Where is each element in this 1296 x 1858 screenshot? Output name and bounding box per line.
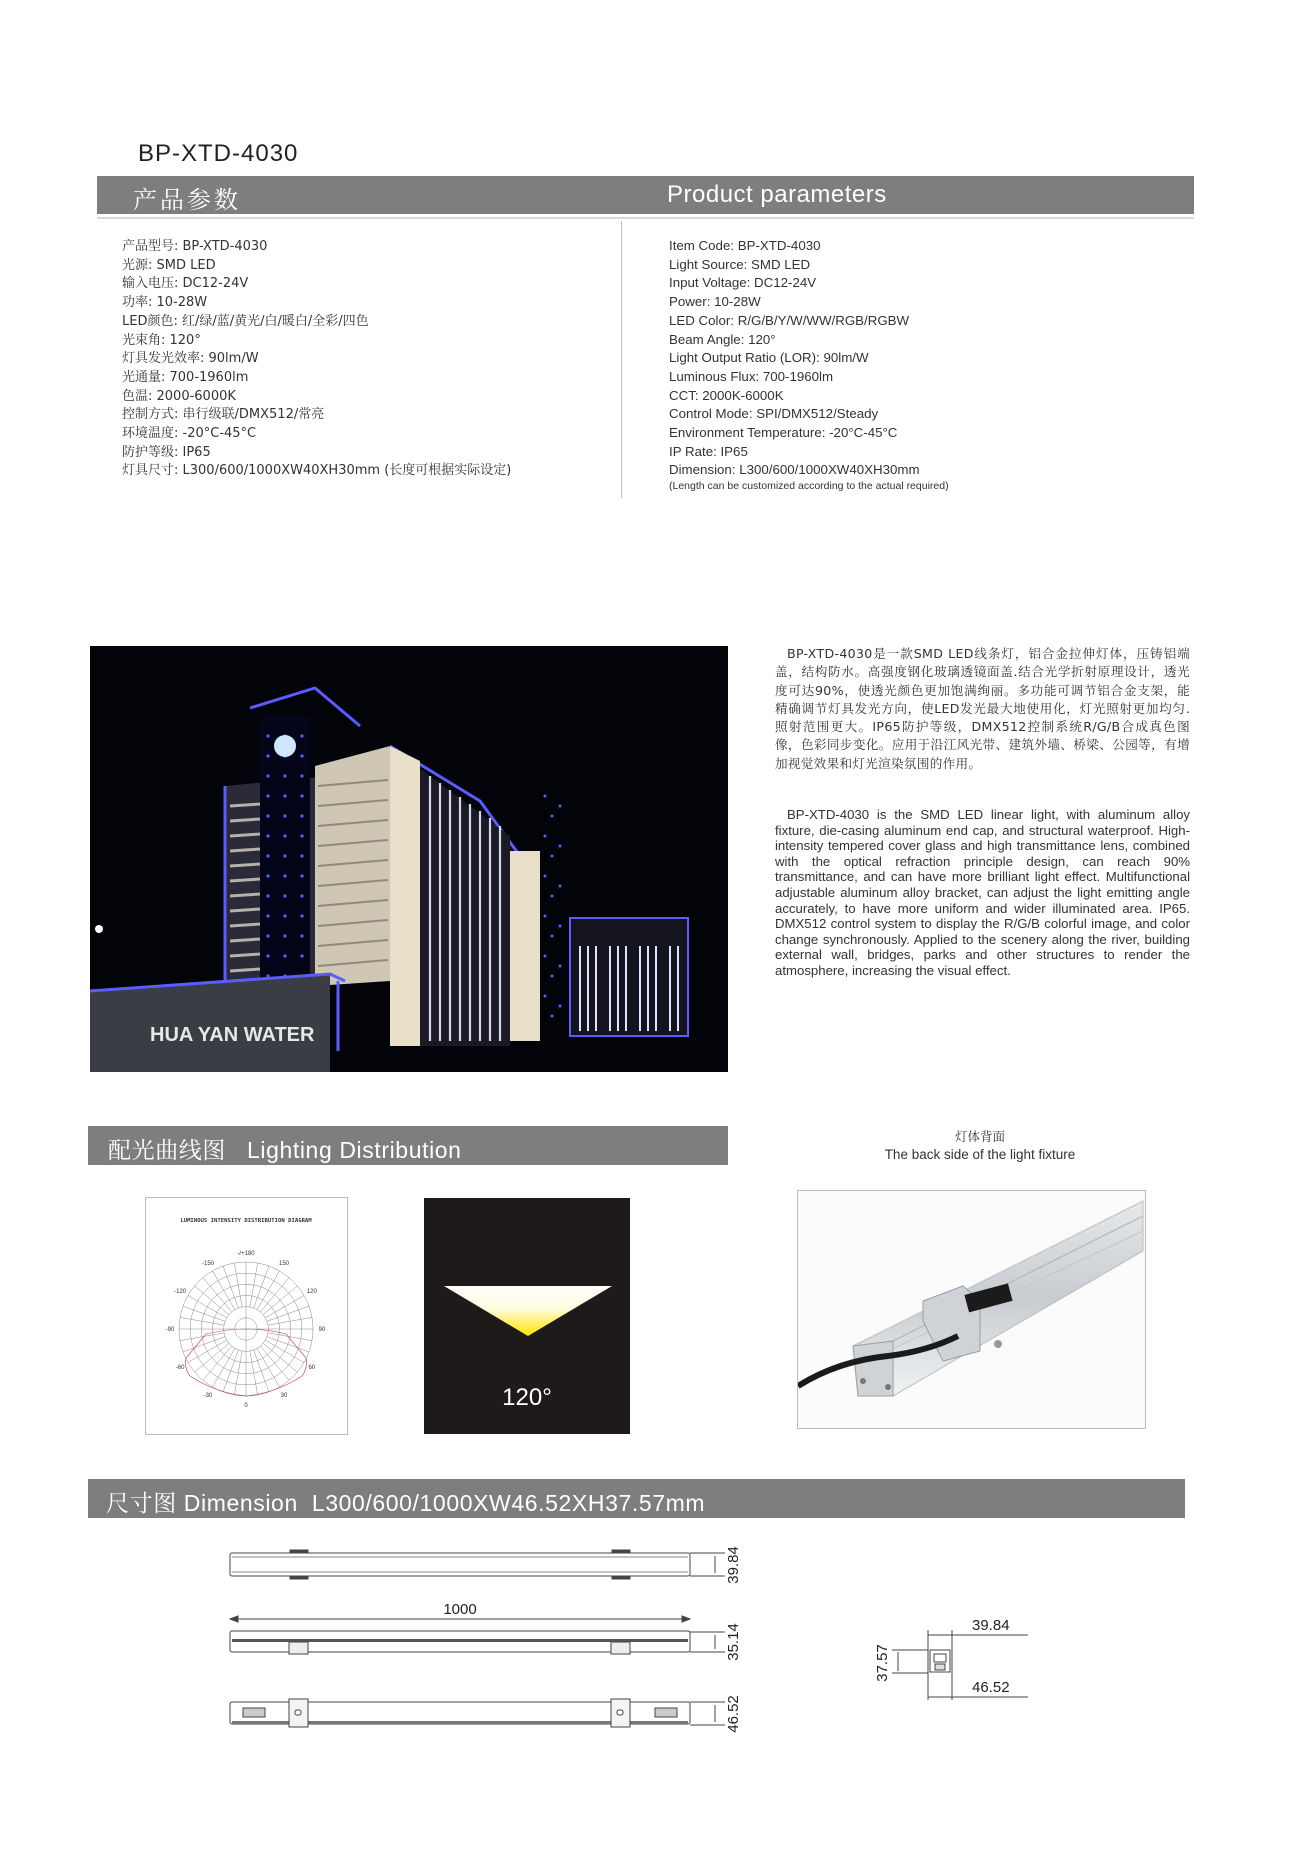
- spec-en-item: Light Source: SMD LED: [669, 256, 811, 272]
- spec-en-item: Control Mode: SPI/DMX512/Steady: [669, 406, 879, 422]
- section-height-label: 37.57: [874, 1644, 891, 1682]
- lighting-distribution-band: [88, 1126, 728, 1165]
- beam-svg: [424, 1198, 630, 1434]
- spec-cn-item: 防护等级: IP65: [122, 444, 211, 460]
- spec-cn-item: 环境温度: -20°C-45°C: [122, 426, 257, 442]
- spec-en-item: Light Output Ratio (LOR): 90lm/W: [669, 350, 869, 366]
- spec-en-item: Input Voltage: DC12-24V: [669, 275, 817, 291]
- polar-angle-label: -90: [165, 1327, 175, 1333]
- back-side-caption: [860, 1128, 1100, 1164]
- parameters-title-cn: 产品参数: [133, 186, 241, 214]
- parameters-title-en: Product parameters: [667, 181, 887, 208]
- section-top-width-label: 39.84: [972, 1617, 1010, 1634]
- fixture-back-photo: [797, 1190, 1146, 1429]
- spec-cn-item: 光通量: 700-1960lm: [122, 369, 249, 385]
- back-side-caption-en: The back side of the light fixture: [884, 1147, 1076, 1162]
- bottom-view-height-label: 46.52: [725, 1695, 742, 1733]
- dimension-label: 尺寸图 Dimension L300/600/1000XW46.52XH37.57mm: [106, 1490, 706, 1516]
- polar-angle-label: 120: [306, 1289, 317, 1295]
- lighting-distribution-label: 配光曲线图 Lighting Distribution: [108, 1137, 462, 1163]
- section-bottom-width-label: 46.52: [972, 1679, 1010, 1696]
- spec-cn-item: 灯具发光效率: 90lm/W: [122, 351, 259, 367]
- spec-cn-item: 产品型号: BP-XTD-4030: [122, 239, 268, 254]
- side-view-height-label: 35.14: [725, 1623, 742, 1661]
- dimension-svg: [220, 1530, 1040, 1740]
- beam-angle-graphic: [424, 1198, 630, 1434]
- header-divider: [97, 217, 1194, 219]
- spec-cn-item: 光源: SMD LED: [122, 257, 216, 273]
- beam-angle-label: 120°: [502, 1384, 552, 1411]
- top-view-bar: [230, 1553, 690, 1576]
- spec-cn-item: LED颜色: 红/绿/蓝/黄光/白/暖白/全彩/四色: [122, 313, 369, 329]
- spec-cn-item: 功率: 10-28W: [122, 295, 208, 311]
- spec-en-item: Environment Temperature: -20°C-45°C: [669, 425, 898, 441]
- back-side-caption-cn: 灯体背面: [954, 1129, 1005, 1144]
- polar-angle-label: -60: [175, 1365, 185, 1371]
- column-divider: [621, 221, 622, 498]
- length-label: 1000: [443, 1601, 477, 1618]
- polar-angle-label: -30: [203, 1392, 213, 1399]
- specs-cn-list: [122, 238, 511, 481]
- spec-en-item: Power: 10-28W: [669, 294, 761, 310]
- spec-en-item: LED Color: R/G/B/Y/W/WW/RGB/RGBW: [669, 312, 910, 328]
- polar-angle-label: -/+180: [237, 1251, 255, 1257]
- polar-angle-label: 60: [308, 1365, 316, 1371]
- parameters-header-band: [97, 176, 1194, 214]
- building-sign: HUA YAN WATER: [150, 1024, 315, 1046]
- spec-en-note: (Length can be customized according to the actual required): [669, 480, 949, 493]
- model-title: BP-XTD-4030: [138, 140, 299, 167]
- building-illustration: [90, 646, 728, 1072]
- dimension-drawings: [220, 1530, 1040, 1745]
- top-view-height-label: 39.84: [725, 1546, 742, 1584]
- spec-cn-item: 光束角: 120°: [122, 332, 201, 348]
- spec-cn-item: 输入电压: DC12-24V: [122, 276, 249, 292]
- light-beam-shape: [444, 1286, 612, 1336]
- spec-en-item: Dimension: L300/600/1000XW40XH30mm: [669, 462, 920, 478]
- polar-angle-label: -120: [174, 1289, 187, 1295]
- spec-en-item: IP Rate: IP65: [669, 443, 748, 459]
- description-en: BP-XTD-4030 is the SMD LED linear light, with aluminum alloy fixture, die-casing aluminum end cap, and structural waterproof. High-intensity tempered cover glass and high transmittance lens, combined with the optical refraction principle design, can reach 90% transmittance, and can have more brilliant light effect. Multifunctional adjustable aluminum alloy bracket, can adjust the light emitting angle accurately, to have more uniform and wider illuminated area. IP65. DMX512 control system to display the R/G/B colorful image, and color change synchronously. Applied to the scenery along the river, building external wall, bridges, parks and other structures to render the atmosphere, increasing the visual effect.: [775, 807, 1190, 978]
- polar-angle-label: 90: [318, 1327, 326, 1333]
- polar-angle-label: 30: [280, 1392, 288, 1399]
- polar-chart: [146, 1198, 347, 1434]
- polar-diagram: [145, 1197, 348, 1435]
- polar-title: LUMINOUS INTENSITY DISTRIBUTION DIAGRAM: [180, 1218, 312, 1224]
- polar-angle-label: 0: [244, 1403, 248, 1409]
- fixture-illustration: [798, 1191, 1145, 1428]
- description-cn: BP-XTD-4030是一款SMD LED线条灯，铝合金拉伸灯体，压铸铝端盖，结构防水。高强度钢化玻璃透镜面盖.结合光学折射原理设计，透光度可达90%，使透光颜色更加饱满绚丽。多功能可调节铝合金支架，能精确调节灯具发光方向，使LED发光最大地使用化，灯光照射更加均匀.照射范围更大。IP65防护等级，DMX512控制系统R/G/B合成真色图像，色彩同步变化。应用于沿江风光带、建筑外墙、桥梁、公园等，有增加视觉效果和灯光渲染氛围的作用。: [775, 646, 1190, 771]
- spec-cn-item: 控制方式: 串行级联/DMX512/常亮: [122, 407, 325, 423]
- polar-angle-label: -150: [201, 1261, 215, 1268]
- spec-en-item: CCT: 2000K-6000K: [669, 387, 784, 403]
- dimension-band: [88, 1479, 1185, 1518]
- spec-en-item: Beam Angle: 120°: [669, 331, 776, 347]
- spec-en-item: Luminous Flux: 700-1960lm: [669, 368, 834, 384]
- spec-cn-item: 色温: 2000-6000K: [122, 388, 236, 404]
- building-night-photo: [90, 646, 728, 1072]
- polar-angle-label: 150: [278, 1261, 290, 1268]
- specs-en-list: [669, 237, 949, 493]
- spec-en-item: Item Code: BP-XTD-4030: [669, 238, 821, 253]
- spec-cn-item: 灯具尺寸: L300/600/1000XW40XH30mm (长度可根据实际设定): [122, 463, 512, 479]
